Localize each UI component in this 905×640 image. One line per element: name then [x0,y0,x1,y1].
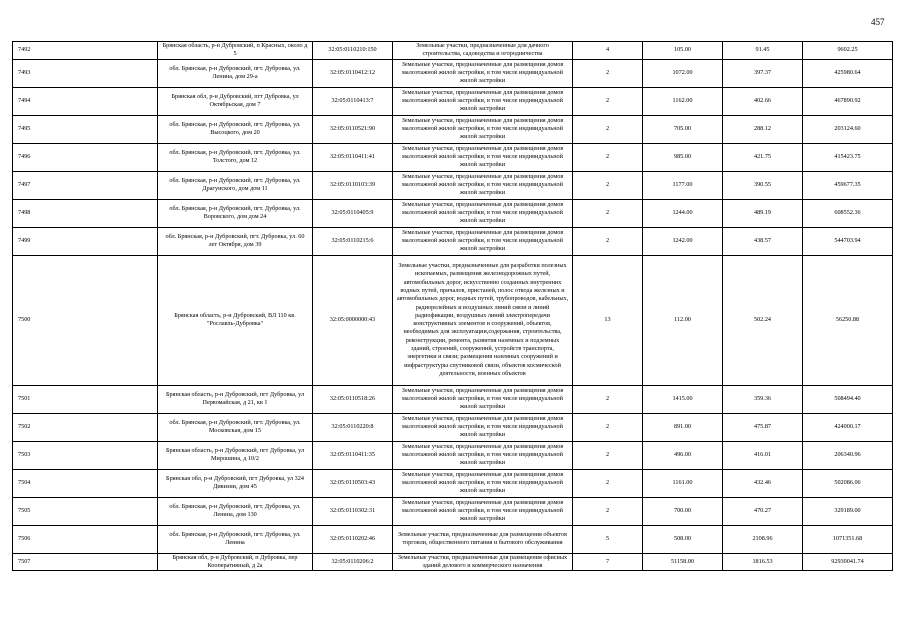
table-row [13,469,893,497]
row-area: 105.00 [643,42,723,60]
row-number: 7501 [13,385,158,413]
row-cadastral-value: 467890.92 [803,87,893,115]
row-land-use: Земельные участки, предназначенные для размещения домов малоэтажной жилой застройки, в том числе индивидуальной жилой застройки [393,199,573,227]
row-group: 2 [573,385,643,413]
row-group: 7 [573,553,643,571]
table-row [13,525,893,553]
row-cadastral-number: 32:05:0110411:41 [313,143,393,171]
row-address: Брянская обл, р-н Дубровский, п Дубровка, пер Кооперативный, д 2а [158,553,313,571]
row-cadastral-number: 32:05:0110302:31 [313,497,393,525]
row-area: 891.00 [643,413,723,441]
row-specific-value: 475.87 [723,413,803,441]
row-cadastral-value: 203124.60 [803,115,893,143]
row-cadastral-number: 32:05:0110220:8 [313,413,393,441]
row-address: обл. Брянская, р-н Дубровский, пгт. Дубровка, ул. Московская, дом 15 [158,413,313,441]
row-number: 7497 [13,171,158,199]
row-group: 2 [573,227,643,255]
row-number: 7505 [13,497,158,525]
row-land-use: Земельные участки, предназначенные для размещения объектов торговли, общественного питания и бытового обслуживания [393,525,573,553]
table-row [13,385,893,413]
row-land-use: Земельные участки, предназначенные для размещения домов малоэтажной жилой застройки, в том числе индивидуальной жилой застройки [393,441,573,469]
row-number: 7495 [13,115,158,143]
row-area: 1177.00 [643,171,723,199]
row-specific-value: 359.36 [723,385,803,413]
row-land-use: Земельные участки, предназначенные для размещения домов малоэтажной жилой застройки, в том числе индивидуальной жилой застройки [393,171,573,199]
row-area: 1244.00 [643,199,723,227]
table-row [13,553,893,571]
table-row [13,413,893,441]
row-group: 4 [573,42,643,60]
row-number: 7500 [13,255,158,385]
row-group: 2 [573,199,643,227]
row-land-use: Земельные участки, предназначенные для размещения домов малоэтажной жилой застройки, в том числе индивидуальной жилой застройки [393,227,573,255]
row-area: 1415.00 [643,385,723,413]
row-address: Брянская область, р-н Дубровский, п Красных, около д 5 [158,42,313,60]
table-row [13,441,893,469]
row-address: Брянская обл, р-н Дубровский, пгт Дубровка, ул 324 Дивизии, дом 45 [158,469,313,497]
row-specific-value: 91.45 [723,42,803,60]
row-cadastral-value: 329189.00 [803,497,893,525]
row-cadastral-number: 32:05:0110518:26 [313,385,393,413]
table-row [13,497,893,525]
row-specific-value: 288.12 [723,115,803,143]
cadastral-value-table [12,41,893,571]
row-land-use: Земельные участки, предназначенные для размещения домов малоэтажной жилой застройки, в том числе индивидуальной жилой застройки [393,143,573,171]
row-cadastral-value: 206340.96 [803,441,893,469]
row-cadastral-value: 92930041.74 [803,553,893,571]
row-land-use: Земельные участки, предназначенные для размещения домов малоэтажной жилой застройки, в том числе индивидуальной жилой застройки [393,413,573,441]
row-group: 13 [573,255,643,385]
row-cadastral-value: 508494.40 [803,385,893,413]
row-number: 7499 [13,227,158,255]
row-group: 2 [573,497,643,525]
row-cadastral-value: 544703.94 [803,227,893,255]
row-group: 5 [573,525,643,553]
row-number: 7494 [13,87,158,115]
row-address: обл. Брянская, р-н Дубровский, пгт. Дубровка, ул. Толстого, дом 12 [158,143,313,171]
row-cadastral-value: 1071351.68 [803,525,893,553]
row-area: 496.00 [643,441,723,469]
table-row [13,199,893,227]
row-cadastral-number: 32:05:0110411:35 [313,441,393,469]
table-row [13,115,893,143]
row-address: обл. Брянская, р-н Дубровский, пгт. Дубровка, ул. Ленина [158,525,313,553]
row-group: 2 [573,87,643,115]
table-row [13,143,893,171]
row-cadastral-number: 32:05:0110405:9 [313,199,393,227]
row-land-use: Земельные участки, предназначенные для размещения домов малоэтажной жилой застройки, в том числе индивидуальной жилой застройки [393,497,573,525]
row-number: 7507 [13,553,158,571]
row-cadastral-number: 32:05:0110412:12 [313,59,393,87]
row-cadastral-number: 32:05:0110103:39 [313,171,393,199]
row-specific-value: 432.46 [723,469,803,497]
row-address: Брянская обл, р-н Дубровский, пгт Дубровка, ул Октябрьская, дом 7 [158,87,313,115]
table-row [13,255,893,385]
row-number: 7503 [13,441,158,469]
row-cadastral-value: 459677.35 [803,171,893,199]
row-specific-value: 416.01 [723,441,803,469]
row-cadastral-value: 415423.75 [803,143,893,171]
row-land-use: Земельные участки, предназначенные для размещения домов малоэтажной жилой застройки, в том числе индивидуальной жилой застройки [393,59,573,87]
row-specific-value: 390.55 [723,171,803,199]
row-number: 7493 [13,59,158,87]
row-cadastral-number: 32:05:0110521:90 [313,115,393,143]
row-specific-value: 438.57 [723,227,803,255]
row-cadastral-number: 32:05:0000000:43 [313,255,393,385]
row-specific-value: 1816.53 [723,553,803,571]
row-area: 705.00 [643,115,723,143]
row-specific-value: 470.27 [723,497,803,525]
row-address: обл. Брянская, р-н Дубровский, пгт. Дубровка, ул. 60 лет Октября, дом 39 [158,227,313,255]
row-group: 2 [573,171,643,199]
row-cadastral-value: 424000.17 [803,413,893,441]
row-address: обл. Брянская, р-н Дубровский, пгт. Дубровка, ул. Высоцкого, дом 20 [158,115,313,143]
row-cadastral-number: 32:05:0110210:150 [313,42,393,60]
row-cadastral-number: 32:05:0110202:46 [313,525,393,553]
row-land-use: Земельные участки, предназначенные для размещения домов малоэтажной жилой застройки, в том числе индивидуальной жилой застройки [393,87,573,115]
row-cadastral-value: 56250.88 [803,255,893,385]
row-address: обл. Брянская, р-н Дубровский, пгт. Дубровка, ул. Ленина, дом 29-а [158,59,313,87]
row-specific-value: 502.24 [723,255,803,385]
row-area: 1242.00 [643,227,723,255]
row-land-use: Земельные участки, предназначенные для размещения домов малоэтажной жилой застройки, в том числе индивидуальной жилой застройки [393,469,573,497]
row-cadastral-number: 32:05:0110215:6 [313,227,393,255]
row-area: 985.00 [643,143,723,171]
row-number: 7502 [13,413,158,441]
row-area: 1072.00 [643,59,723,87]
row-address: обл. Брянская, р-н Дубровский, пгт. Дубровка, ул. Ленина, дом 130 [158,497,313,525]
row-group: 2 [573,143,643,171]
row-land-use: Земельные участки, предназначенные для размещения офисных зданий делового и коммерческого назначения [393,553,573,571]
row-cadastral-value: 425980.64 [803,59,893,87]
row-cadastral-number: 32:05:0110206:2 [313,553,393,571]
row-group: 2 [573,115,643,143]
table-row [13,171,893,199]
row-specific-value: 397.37 [723,59,803,87]
row-address: Брянская область, р-н Дубровский, ВЛ 110 кв. "Рославль-Дубровка" [158,255,313,385]
row-number: 7492 [13,42,158,60]
row-address: обл. Брянская, р-н Дубровский, пгт. Дубровка, ул. Драгунского, дом дом 11 [158,171,313,199]
row-area: 1162.00 [643,87,723,115]
row-cadastral-value: 9602.25 [803,42,893,60]
row-cadastral-value: 502086.06 [803,469,893,497]
row-number: 7504 [13,469,158,497]
row-address: Брянская область, р-н Дубровский, пгт Дубровка, ул Первомайская, д 21, кв 1 [158,385,313,413]
row-area: 1161.00 [643,469,723,497]
table-row [13,87,893,115]
row-area: 700.00 [643,497,723,525]
row-area: 112.00 [643,255,723,385]
row-number: 7498 [13,199,158,227]
row-cadastral-number: 32:05:0110503:43 [313,469,393,497]
row-address: обл. Брянская, р-н Дубровский, пгт. Дубровка, ул. Воровского, дом дом 24 [158,199,313,227]
row-number: 7496 [13,143,158,171]
row-specific-value: 421.75 [723,143,803,171]
page-number: 457 [871,17,885,27]
table-row [13,227,893,255]
row-specific-value: 489.19 [723,199,803,227]
row-group: 2 [573,59,643,87]
table-row [13,42,893,60]
row-specific-value: 2108.96 [723,525,803,553]
row-area: 508.00 [643,525,723,553]
row-group: 2 [573,469,643,497]
row-address: Брянская область, р-н Дубровский, пгт Дубровка, ул Мирошина, д 10/2 [158,441,313,469]
row-cadastral-number: 32:05:0110413:7 [313,87,393,115]
row-number: 7506 [13,525,158,553]
row-land-use: Земельные участки, предназначенные для дачного строительства, садоводства и огородничества [393,42,573,60]
row-group: 2 [573,441,643,469]
row-area: 51158.00 [643,553,723,571]
row-group: 2 [573,413,643,441]
table-row [13,59,893,87]
row-land-use: Земельные участки, предназначенные для разработки полезных ископаемых, размещения железнодорожных путей, автомобильных дорог, искусственно созданных внутренних водных путей, причалов, пристаней, полос отвода железных и автомобильных дорог, водных путей, трубопроводов, кабельных, радиорелейных и воздушных линий связи и линий радиофикации, воздушных линий электропередачи конструктивных элементов и сооружений, объектов, необходимых для эксплуатации,содержания, строительства, реконструкции, ремонта, развития наземных и подземных зданий, строений, сооружений, устройств транспорта, энергетики и связи; размещения наземных сооружений и инфраструктуры спутниковой связи, объектов космической деятельности, военных объектов [393,255,573,385]
row-specific-value: 402.66 [723,87,803,115]
row-land-use: Земельные участки, предназначенные для размещения домов малоэтажной жилой застройки, в том числе индивидуальной жилой застройки [393,115,573,143]
row-land-use: Земельные участки, предназначенные для размещения домов малоэтажной жилой застройки, в том числе индивидуальной жилой застройки [393,385,573,413]
row-cadastral-value: 608552.36 [803,199,893,227]
